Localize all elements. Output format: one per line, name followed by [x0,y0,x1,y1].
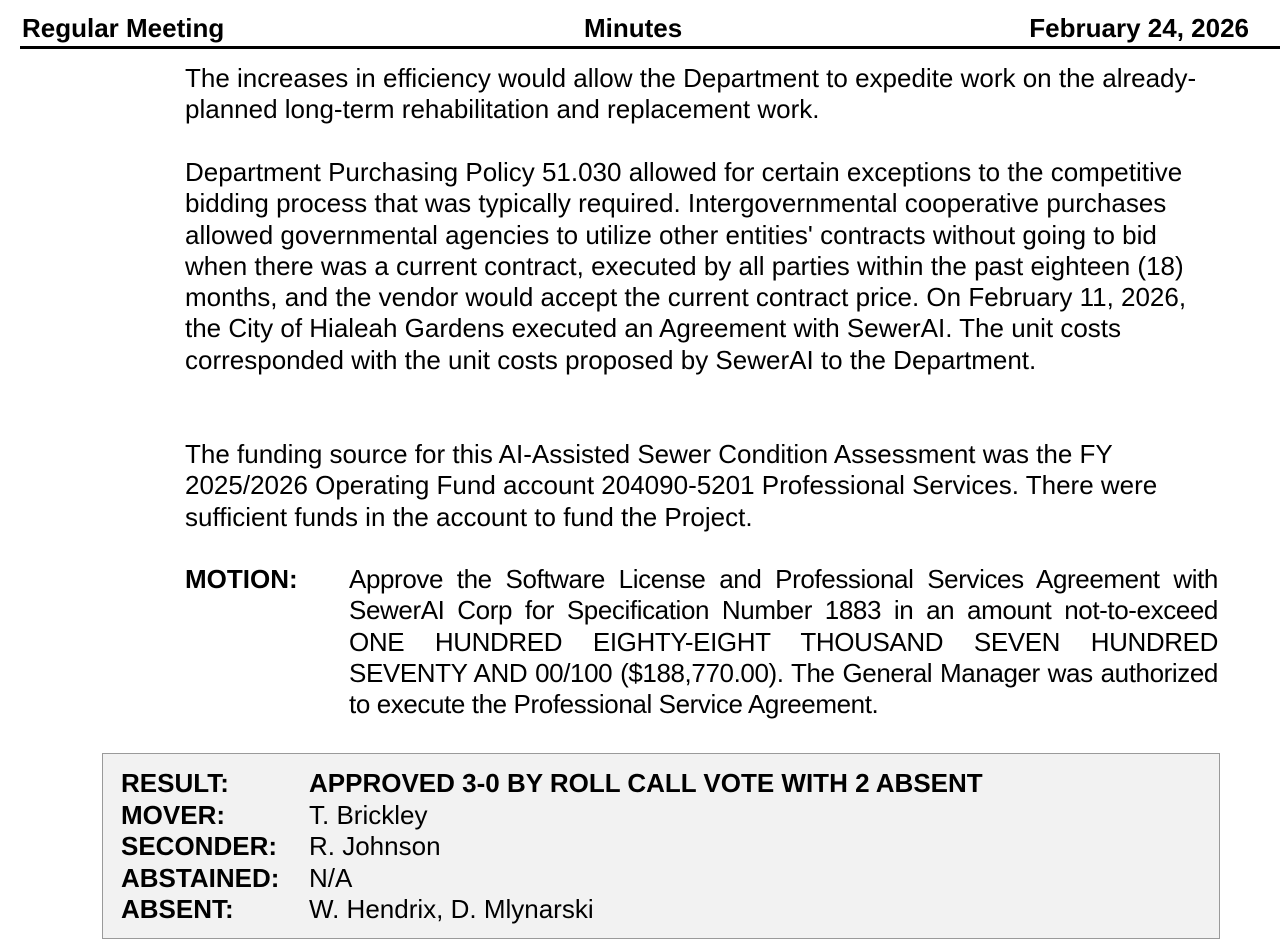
abstained-value: N/A [309,862,353,893]
seconder-label: SECONDER: [121,831,278,861]
document-type: Minutes [584,13,683,43]
motion-text: Approve the Software License and Professional Services Agreement with SewerAI Corp for Specification Number 1883 in an amount not-to-exceed ONE HUNDRED EIGHTY-EIGHT THOUSAND SEVEN HUNDRED SEVENTY AND 00/100 ($188,770.00). The General Manager was authorized to execute the Professional Service Agreement. [349,564,1218,720]
meeting-type: Regular Meeting [22,13,225,43]
page-header [20,10,1280,49]
paragraph-purchasing-policy: Department Purchasing Policy 51.030 allowed for certain exceptions to the competitive bidding process that was typically required. Intergovernmental cooperative purchases allowed governmental agencies to utilize other entities' contracts without going to bid when there was a current contract, executed by all parties within the past eighteen (18) months, and the vendor would accept the current contract price. On February 11, 2026, the City of Hialeah Gardens executed an Agreement with SewerAI. The unit costs corresponded with the unit costs proposed by SewerAI to the Department. [185,157,1187,375]
meeting-date: February 24, 2026 [1029,13,1249,43]
vote-result-box [102,753,1220,939]
paragraph-efficiency: The increases in efficiency would allow the Department to expedite work on the already-planned long-term rehabilitation and replacement work. [185,63,1197,125]
absent-value: W. Hendrix, D. Mlynarski [309,894,594,924]
paragraph-funding-source: The funding source for this AI-Assisted Sewer Condition Assessment was the FY 2025/2026 Operating Fund account 204090-5201 Professional Services. There were sufficient funds in the account to fund the Project. [185,439,1158,532]
mover-value: T. Brickley [309,799,428,830]
motion-label: MOTION: [185,564,298,594]
mover-label: MOVER: [121,799,225,830]
result-value: APPROVED 3-0 BY ROLL CALL VOTE WITH 2 ABSENT [309,768,983,798]
abstained-label: ABSTAINED: [121,862,280,893]
seconder-value: R. Johnson [309,831,441,861]
absent-label: ABSENT: [121,894,234,924]
result-label: RESULT: [121,768,229,798]
